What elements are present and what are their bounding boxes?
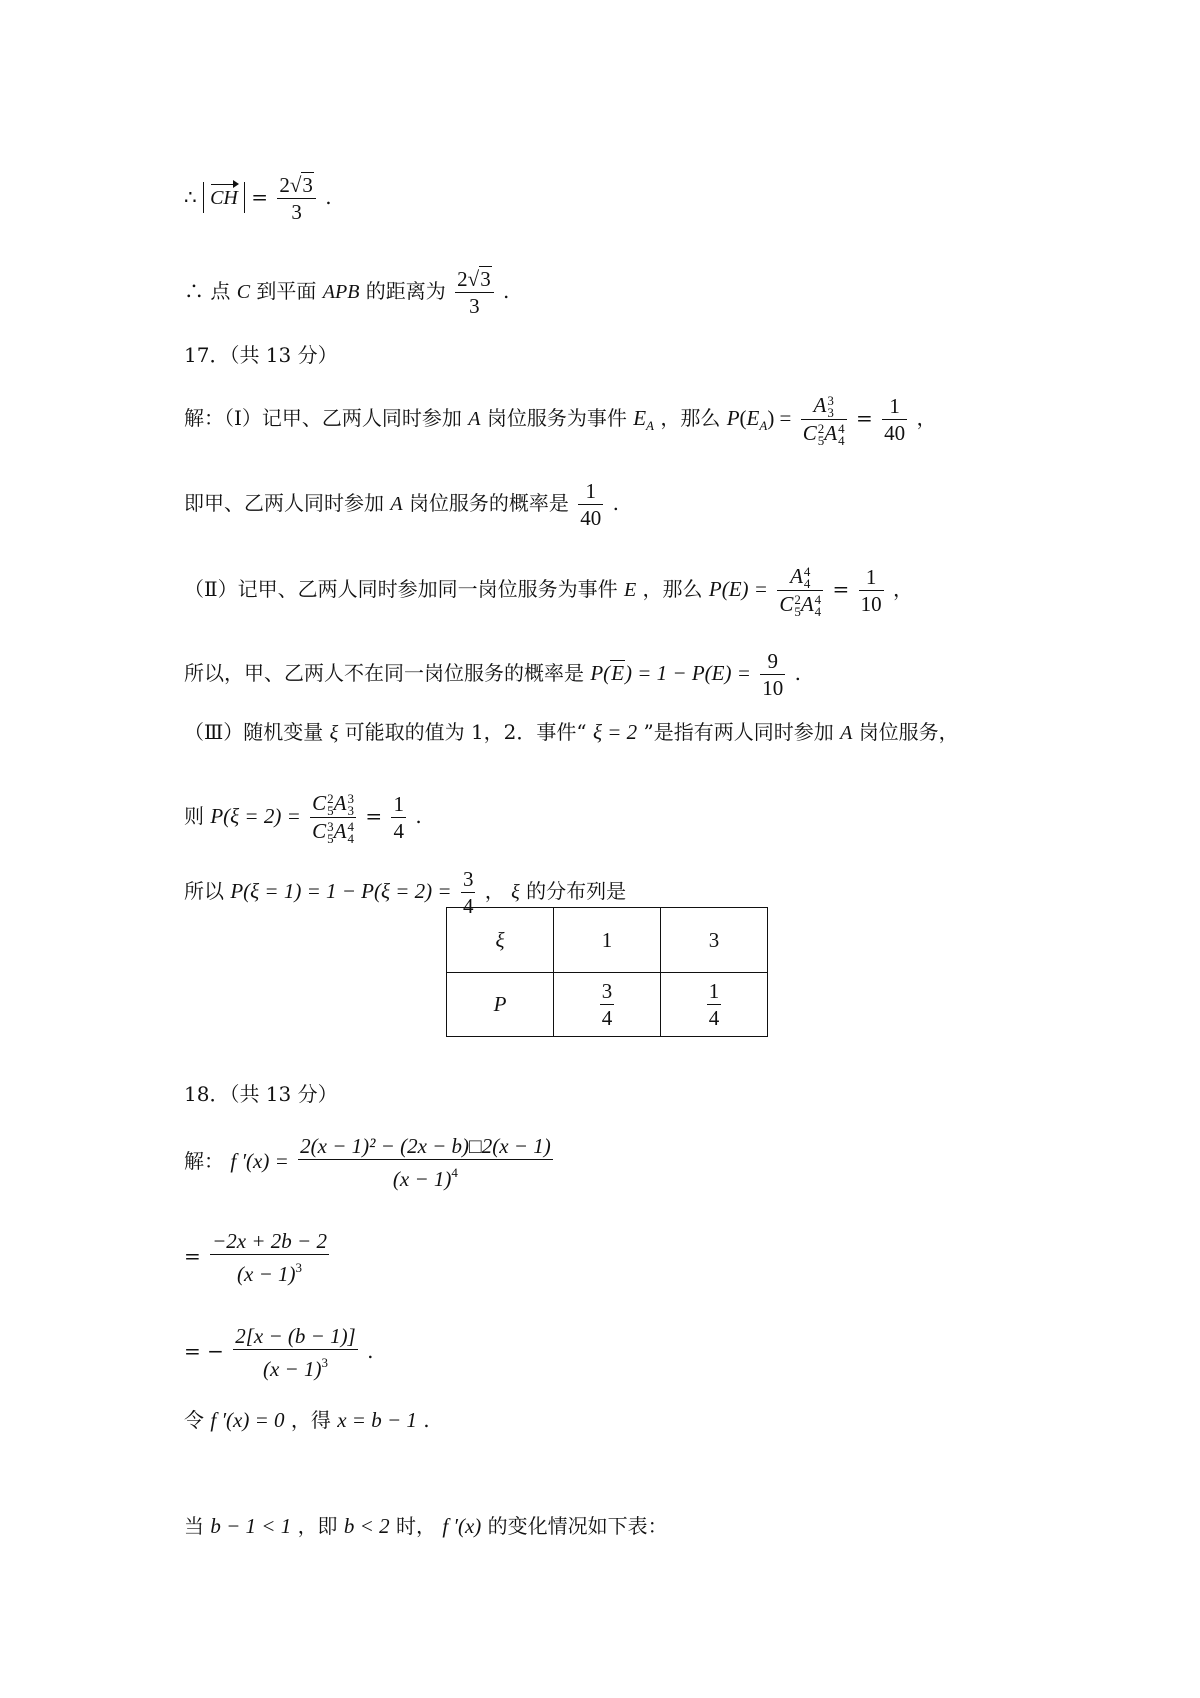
distance-den: 3 [469, 294, 480, 318]
p-xi-2-fraction: C 2 5 A 3 3 C 3 5 A 4 4 [312, 791, 354, 847]
period: . [612, 491, 620, 515]
prob-xi-1: P(ξ = 1) = 1 − P(ξ = 2) = [230, 879, 452, 903]
distance-num-radicand: 3 [480, 267, 491, 291]
vector-magnitude [203, 182, 245, 213]
q17-part1-line [184, 392, 936, 447]
table-row [447, 973, 768, 1037]
q18-step3 [184, 1323, 373, 1382]
so-word: 所以 [184, 879, 224, 903]
step2-fraction [210, 1228, 329, 1287]
table-cell: 1 [554, 908, 661, 973]
period: . [423, 1408, 430, 1432]
event-e: E [623, 579, 637, 602]
table-cell: 3 [661, 908, 768, 973]
vector-ch: CH [210, 183, 238, 213]
equals-sign: = [855, 406, 873, 431]
distance-mid: 到平面 [256, 279, 317, 303]
fraction-2sqrt3-over-3: $\frac{2√3}{3}$ [277, 172, 316, 225]
distance-num-coef: 2 [457, 267, 468, 291]
table-row [447, 908, 768, 973]
ch-length-line [184, 172, 332, 225]
prob-xi-2: P(ξ = 2) = [210, 804, 301, 829]
case-condition-2: b < 2 [343, 1514, 390, 1538]
then-word: 则 [184, 804, 204, 829]
ie-word: ，即 [297, 1514, 338, 1538]
prob-ea: $P(E_A)$ = [726, 406, 792, 434]
dist-text: 的分布列是 [526, 879, 627, 903]
part1-then: ，那么 [660, 406, 721, 431]
distance-prefix: ∴ 点 [184, 279, 231, 303]
q17-part2-line [184, 563, 913, 618]
concl-fraction: $\frac{1}{40}$ [580, 479, 602, 530]
distance-suffix: 的距离为 [365, 279, 446, 303]
period: . [794, 661, 801, 685]
prob-e: P(E) = [708, 577, 768, 602]
step2-num: −2x + 2b − 2 [212, 1229, 327, 1253]
distribution-table [446, 907, 768, 1037]
post-a: A [390, 493, 403, 515]
table-cell [661, 973, 768, 1037]
derivative-fraction [298, 1133, 553, 1192]
case-condition: b − 1 < 1 [210, 1514, 292, 1538]
p-xi-1-fraction: $\frac{3}{4}$ [462, 867, 474, 918]
concl-text2: 岗位服务的概率是 [408, 491, 569, 515]
table-cell [554, 973, 661, 1037]
period: . [415, 804, 422, 829]
prob-fraction: $\frac{3}{4}$ [601, 979, 613, 1030]
derivative-den: $(x - 1)^4$ [392, 1165, 458, 1191]
q18-zero-line [184, 1408, 430, 1432]
prob-fraction: $\frac{1}{4}$ [708, 979, 720, 1030]
q17-p-xi-2 [184, 790, 422, 845]
when-word: 当 [184, 1514, 204, 1538]
plane-apb: APB [322, 281, 360, 303]
table-cell-xi: ξ [447, 908, 554, 973]
step3-fraction [233, 1323, 358, 1382]
equals-sign: = [251, 185, 269, 209]
derivative-num: 2(x − 1)² − (2x − b)□2(x − 1) [300, 1134, 551, 1158]
comma: ， [484, 879, 505, 903]
step3-den: $(x - 1)^3$ [262, 1355, 328, 1381]
numerator-coef: 2 [279, 173, 290, 197]
q17-part1-conclusion [184, 478, 619, 531]
step2-den: $(x - 1)^3$ [237, 1260, 303, 1286]
denominator: 3 [291, 200, 302, 224]
xi-symbol: ξ [511, 881, 520, 903]
time-word: 时， [395, 1514, 436, 1538]
q17-part3-line [184, 720, 959, 745]
critical-point: x = b − 1 [337, 1408, 417, 1432]
equals-sign: = [832, 577, 850, 602]
get-word: ，得 [290, 1408, 331, 1432]
part1-mid: 岗位服务为事件 [486, 406, 627, 431]
q18-derivative-line [184, 1133, 556, 1192]
comma: ， [916, 406, 937, 431]
xi-symbol: ξ [329, 722, 339, 744]
case-text: 的变化情况如下表： [487, 1514, 668, 1538]
part3-lead: （Ⅲ）随机变量 [184, 720, 324, 744]
part2-result: $\frac{1}{10}$ [860, 565, 882, 617]
q18-step2 [184, 1228, 332, 1287]
numerator-radicand: 3 [302, 173, 313, 197]
part1-lead: 解：（Ⅰ）记甲、乙两人同时参加 [184, 406, 462, 431]
point-c: C [236, 281, 251, 303]
equals-minus: = − [184, 1339, 224, 1363]
solution-lead: 解： [184, 1149, 224, 1173]
part2-lead: （Ⅱ）记甲、乙两人同时参加同一岗位服务为事件 [184, 577, 618, 602]
q18-case-line [184, 1514, 668, 1538]
part2-fraction: A 4 4 C 2 5 A 4 4 [779, 564, 822, 620]
period: . [367, 1339, 374, 1363]
concl2-text: 所以，甲、乙两人不在同一岗位服务的概率是 [184, 661, 584, 685]
part2-then: ，那么 [642, 577, 703, 602]
table-cell-p: P [447, 973, 554, 1037]
part1-result: $\frac{1}{40}$ [884, 394, 906, 446]
event-ea: $E_A$ [633, 406, 654, 434]
q17-part2-conclusion [184, 648, 801, 701]
prob-not-e: P(E) = 1 − P(E) = [590, 661, 751, 685]
distance-fraction: $\frac{2√3}{3}$ [455, 266, 494, 319]
derivative-fn: f ′(x) [442, 1514, 482, 1538]
event-xi-2: ξ = 2 [592, 720, 638, 744]
step3-num: 2[x − (b − 1)] [235, 1324, 356, 1348]
part1-fraction: A 3 3 C 2 5 A 4 4 [802, 393, 845, 449]
equals-sign: = [365, 804, 383, 829]
part3-text2: ”是指有两人同时参加 [643, 720, 834, 744]
q17-heading: 17．（共 13 分） [184, 343, 338, 367]
distance-line [184, 266, 509, 319]
q18-heading: 18．（共 13 分） [184, 1082, 338, 1106]
post-a: A [840, 722, 853, 744]
derivative-lhs: f ′(x) = [230, 1149, 289, 1173]
therefore-symbol: ∴ [184, 185, 197, 209]
equals-sign: = [184, 1244, 201, 1268]
comma: ， [893, 577, 913, 602]
period: . [325, 185, 332, 209]
part3-text3: 岗位服务， [858, 720, 959, 744]
let-word: 令 [184, 1408, 204, 1432]
concl-text: 即甲、乙两人同时参加 [184, 491, 384, 515]
period: . [503, 279, 510, 303]
concl2-fraction: $\frac{9}{10}$ [762, 649, 784, 700]
derivative-zero: f ′(x) = 0 [210, 1408, 285, 1432]
post-a: A [468, 408, 481, 431]
p-xi-2-result: $\frac{1}{4}$ [393, 792, 404, 844]
part3-text: 可能取的值为 1，2．事件“ [344, 720, 587, 744]
